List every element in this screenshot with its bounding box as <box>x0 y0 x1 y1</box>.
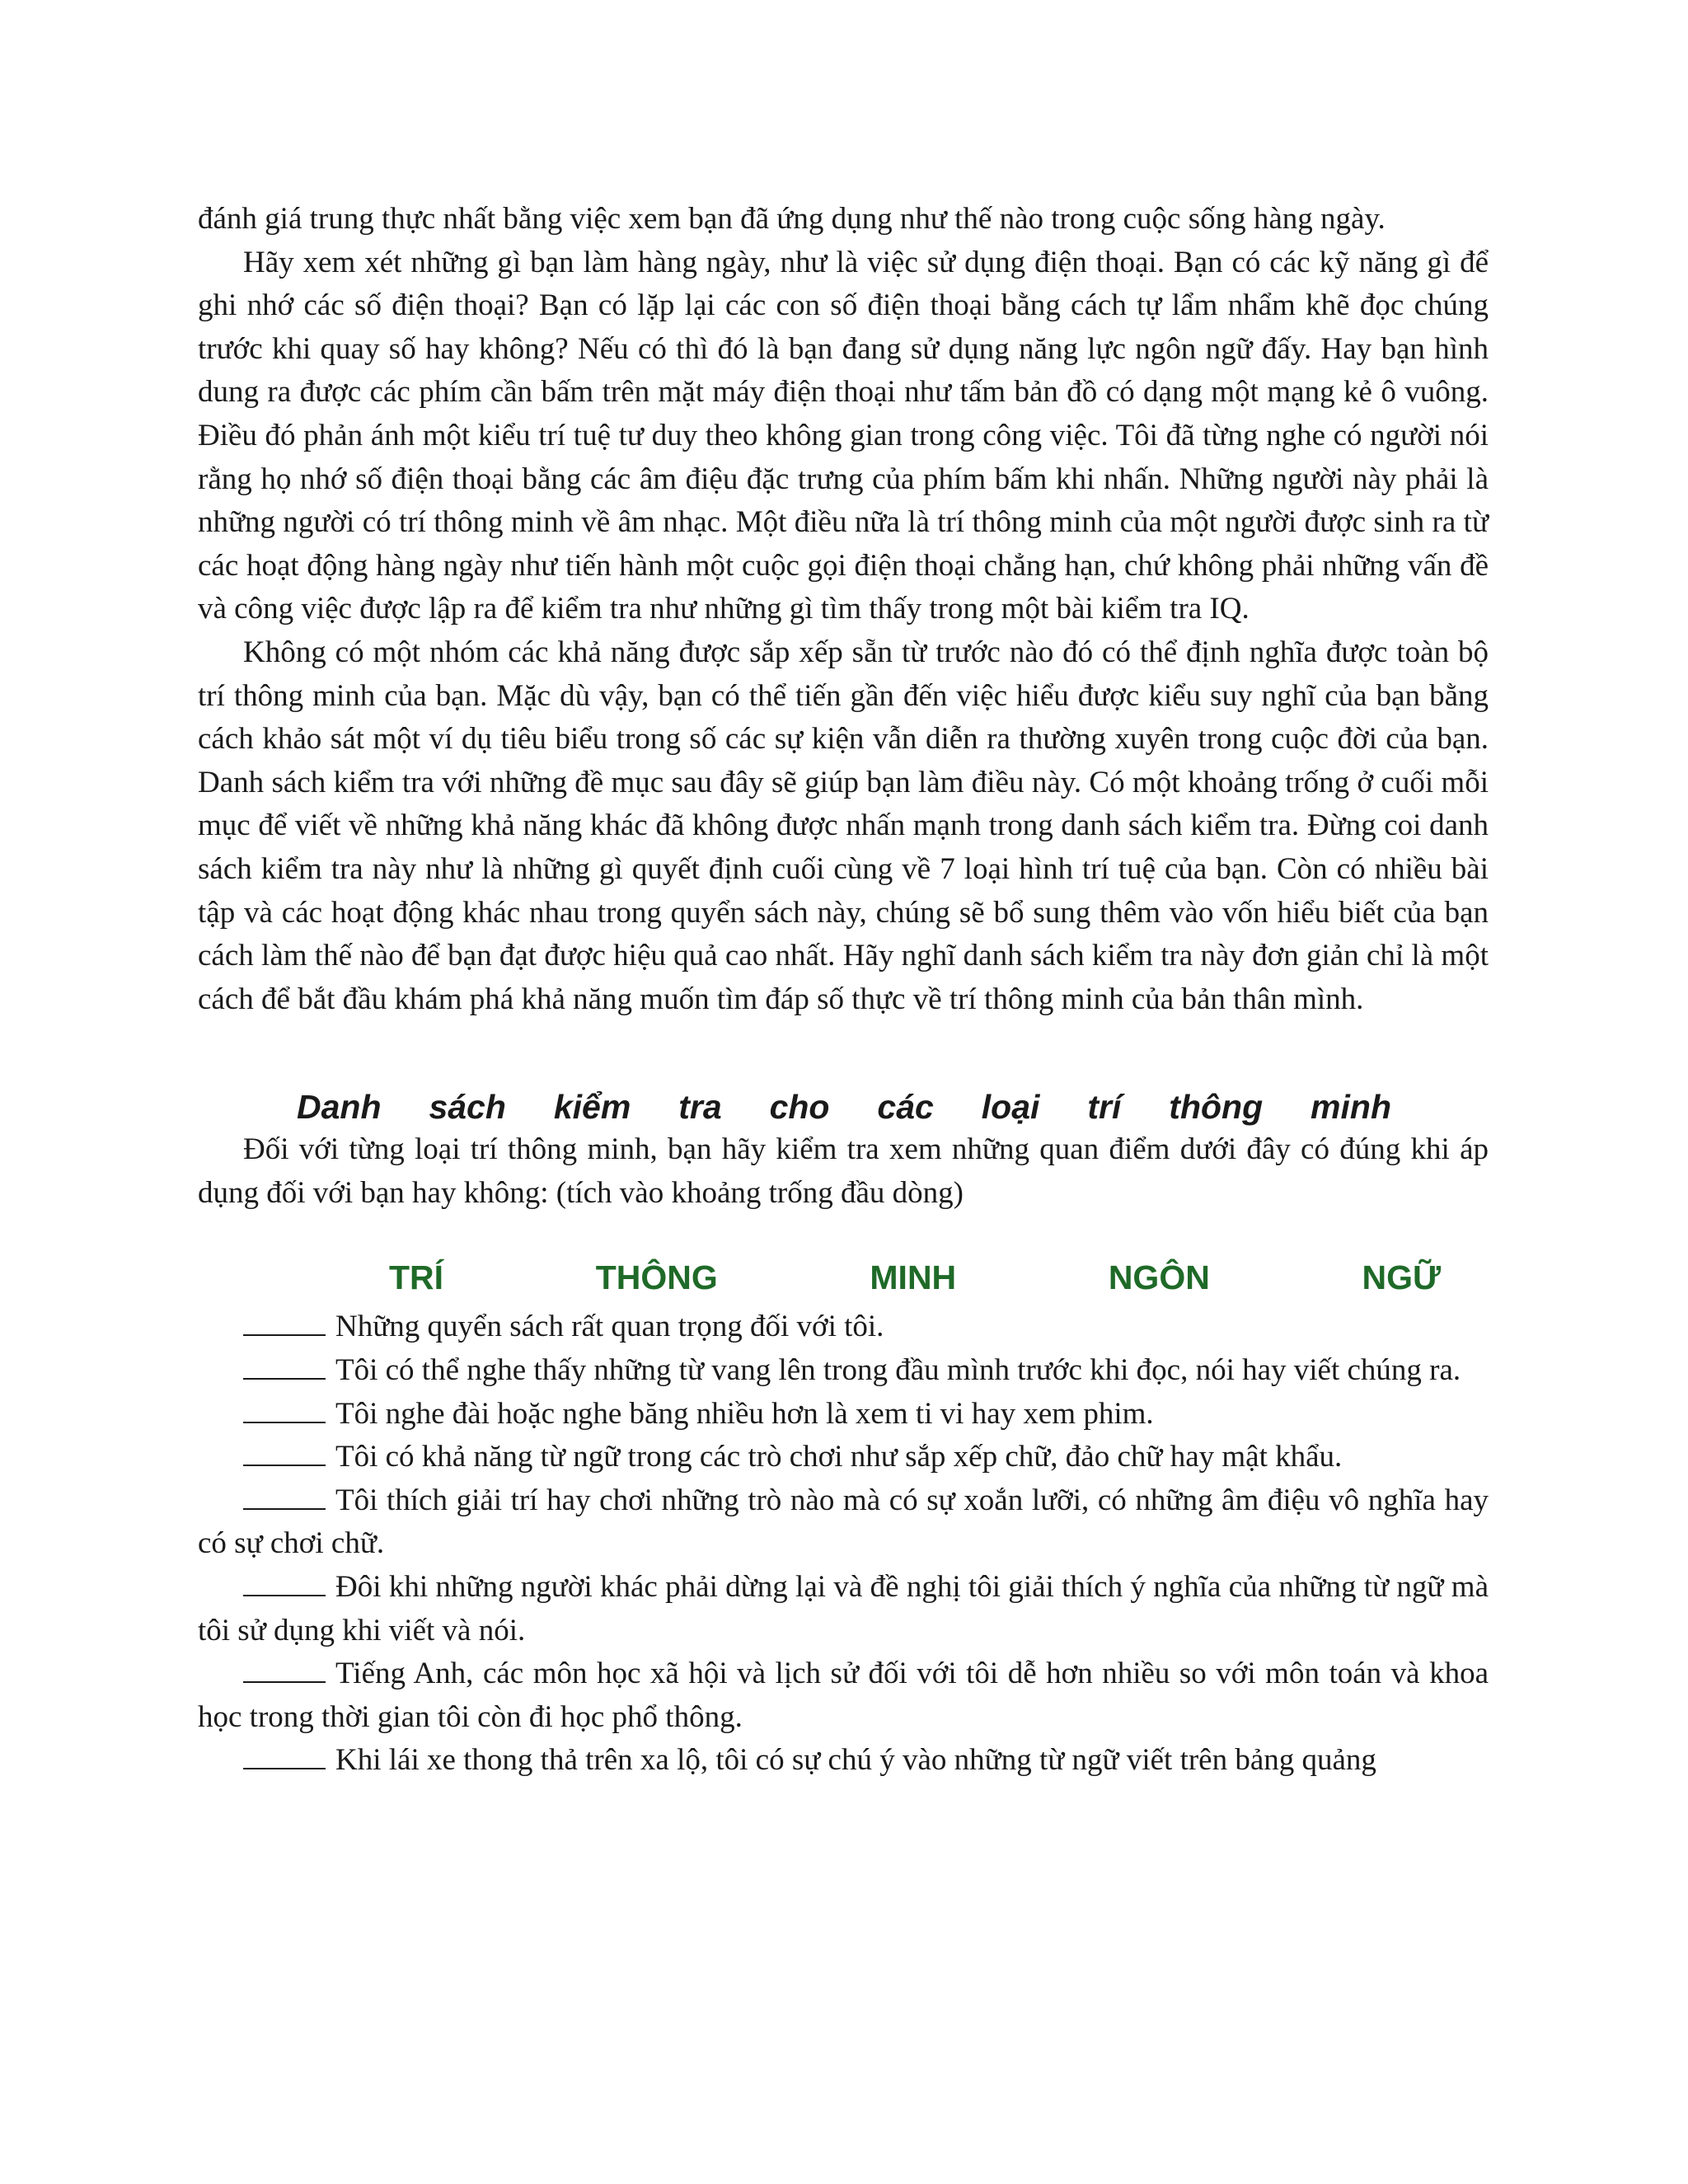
checklist-item-text: Tôi có thể nghe thấy những từ vang lên trong đầu mình trước khi đọc, nói hay viết chúng ra. <box>335 1353 1461 1388</box>
linguistic-checklist <box>198 1305 1489 1783</box>
paragraph-continuation: đánh giá trung thực nhất bằng việc xem bạn đã ứng dụng như thế nào trong cuộc sống hàng ngày. <box>198 202 1386 236</box>
checklist-item-text: Đôi khi những người khác phải dừng lại và đề nghị tôi giải thích ý nghĩa của những từ ngữ mà tôi sử dụng khi viết và nói. <box>198 1570 1489 1647</box>
checklist-item <box>198 1393 1489 1436</box>
checklist-heading: Danh sách kiểm tra cho các loại trí thông minh <box>297 1088 1391 1127</box>
checklist-item-text: Tôi thích giải trí hay chơi những trò nào mà có sự xoắn lưỡi, có những âm điệu vô nghĩa hay có sự chơi chữ. <box>198 1483 1489 1561</box>
checklist-item <box>198 1436 1489 1479</box>
checklist-item-text: Những quyển sách rất quan trọng đối với tôi. <box>335 1310 884 1344</box>
checklist-instructions: Đối với từng loại trí thông minh, bạn hãy kiểm tra xem những quan điểm dưới đây có đúng khi áp dụng đối với bạn hay không: (tích vào khoảng trống đầu dòng) <box>198 1132 1489 1210</box>
checkbox-blank[interactable] <box>243 1657 326 1683</box>
checklist-item-text: Khi lái xe thong thả trên xa lộ, tôi có sự chú ý vào những từ ngữ viết trên bảng quảng <box>335 1743 1376 1778</box>
checkbox-blank[interactable] <box>243 1397 326 1423</box>
section-title-linguistic: TRÍ THÔNG MINH NGÔN NGỮ <box>389 1258 1441 1297</box>
document-page <box>198 198 1489 1783</box>
paragraph-checklist-intro: Không có một nhóm các khả năng được sắp xếp sẵn từ trước nào đó có thể định nghĩa được toàn bộ trí thông minh của bạn. Mặc dù vậy, bạn có thể tiến gần đến việc hiểu được kiểu suy nghĩ của bạn bằng cách khảo sát một ví dụ tiêu biểu trong số các sự kiện vẫn diễn ra thường xuyên trong cuộc đời của bạn. Danh sách kiểm tra với những đề mục sau đây sẽ giúp bạn làm điều này. Có một khoảng trống ở cuối mỗi mục để viết về những khả năng khác đã không được nhấn mạnh trong danh sách kiểm tra. Đừng coi danh sách kiểm tra này như là những gì quyết định cuối cùng về 7 loại hình trí tuệ của bạn. Còn có nhiều bài tập và các hoạt động khác nhau trong quyển sách này, chúng sẽ bổ sung thêm vào vốn hiểu biết của bạn cách làm thế nào để bạn đạt được hiệu quả cao nhất. Hãy nghĩ danh sách kiểm tra này đơn giản chỉ là một cách để bắt đầu khám phá khả năng muốn tìm đáp số thực về trí thông minh của bản thân mình. <box>198 635 1489 1016</box>
checklist-item <box>198 1479 1489 1566</box>
checklist-item <box>198 1305 1489 1349</box>
checkbox-blank[interactable] <box>243 1440 326 1466</box>
checklist-item-text: Tôi có khả năng từ ngữ trong các trò chơi như sắp xếp chữ, đảo chữ hay mật khẩu. <box>335 1440 1343 1474</box>
checkbox-blank[interactable] <box>243 1570 326 1596</box>
checklist-item <box>198 1349 1489 1393</box>
checkbox-blank[interactable] <box>243 1310 326 1336</box>
checkbox-blank[interactable] <box>243 1483 326 1510</box>
paragraph-phone-example: Hãy xem xét những gì bạn làm hàng ngày, như là việc sử dụng điện thoại. Bạn có các kỹ năng gì để ghi nhớ các số điện thoại? Bạn có lặp lại các con số điện thoại bằng cách tự lẩm nhẩm khẽ đọc chúng trước khi quay số hay không? Nếu có thì đó là bạn đang sử dụng năng lực ngôn ngữ đấy. Hay bạn hình dung ra được các phím cần bấm trên mặt máy điện thoại như tấm bản đồ có dạng một mạng kẻ ô vuông. Điều đó phản ánh một kiểu trí tuệ tư duy theo không gian trong công việc. Tôi đã từng nghe có người nói rằng họ nhớ số điện thoại bằng các âm điệu đặc trưng của phím bấm khi nhấn. Những người này phải là những người có trí thông minh về âm nhạc. Một điều nữa là trí thông minh của một người được sinh ra từ các hoạt động hàng ngày như tiến hành một cuộc gọi điện thoại chẳng hạn, chứ không phải những vấn đề và công việc được lập ra để kiểm tra như những gì tìm thấy trong một bài kiểm tra IQ. <box>198 245 1489 626</box>
checkbox-blank[interactable] <box>243 1743 326 1769</box>
checklist-item <box>198 1566 1489 1652</box>
checklist-item <box>198 1739 1489 1783</box>
checklist-item <box>198 1652 1489 1739</box>
checkbox-blank[interactable] <box>243 1353 326 1380</box>
checklist-item-text: Tôi nghe đài hoặc nghe băng nhiều hơn là xem ti vi hay xem phim. <box>335 1396 1154 1431</box>
checklist-item-text: Tiếng Anh, các môn học xã hội và lịch sử đối với tôi dễ hơn nhiều so với môn toán và khoa học trong thời gian tôi còn đi học phổ thông. <box>198 1657 1489 1734</box>
